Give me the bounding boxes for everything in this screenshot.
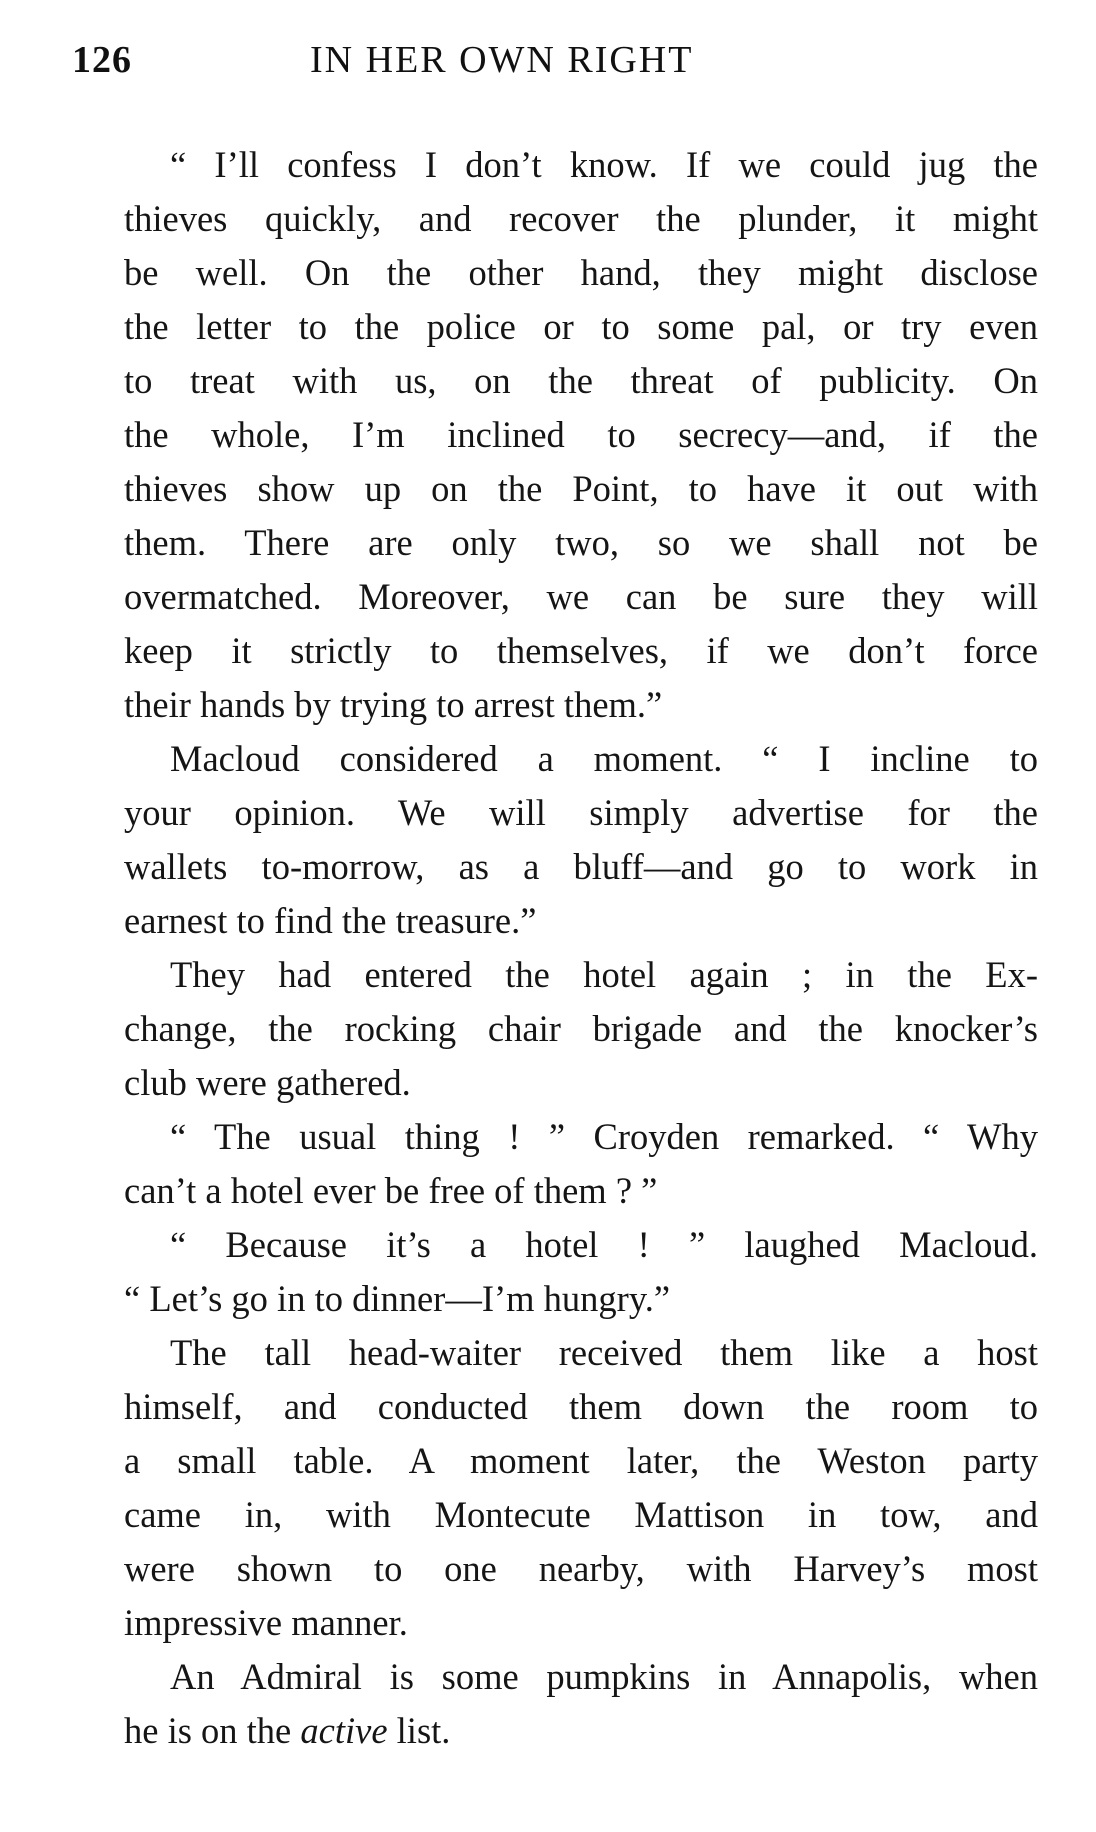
text-line: your opinion. We will simply advertise for the: [124, 792, 1038, 833]
paragraph-7: [78, 1650, 1038, 1758]
page-number: 126: [72, 39, 132, 81]
text-line: They had entered the hotel again ; in the Ex-: [170, 954, 1038, 995]
text-line-final: [78, 1704, 1038, 1758]
text-line: to treat with us, on the threat of publicity. On: [124, 360, 1038, 401]
text-line: keep it strictly to themselves, if we don’t force: [124, 630, 1038, 671]
text-line: the letter to the police or to some pal, or try even: [124, 306, 1038, 347]
text-fragment: he is on the: [124, 1710, 301, 1751]
text-line: can’t a hotel ever be free of them ? ”: [124, 1170, 658, 1211]
text-line: were shown to one nearby, with Harvey’s most: [124, 1548, 1038, 1589]
text-line: the whole, I’m inclined to secrecy—and, if the: [124, 414, 1038, 455]
text-line: “ Because it’s a hotel ! ” laughed Macloud.: [170, 1224, 1038, 1265]
text-line: “ Let’s go in to dinner—I’m hungry.”: [124, 1278, 671, 1319]
text-fragment: list.: [387, 1710, 451, 1751]
text-line: club were gathered.: [124, 1062, 411, 1103]
text-line: earnest to find the treasure.”: [124, 900, 537, 941]
text-line: “ The usual thing ! ” Croyden remarked. “ Why: [170, 1116, 1038, 1157]
text-line: a small table. A moment later, the Weston party: [124, 1440, 1038, 1481]
running-head: [72, 38, 1040, 94]
italic-emphasis: active: [300, 1710, 388, 1751]
text-line: impressive manner.: [124, 1602, 408, 1643]
paragraph-6: [78, 1326, 1038, 1650]
text-line: An Admiral is some pumpkins in Annapolis, when: [170, 1656, 1038, 1697]
text-line: came in, with Montecute Mattison in tow, and: [124, 1494, 1038, 1535]
text-line: wallets to-morrow, as a bluff—and go to work in: [124, 846, 1038, 887]
paragraph-4: [78, 1110, 1038, 1218]
text-line: thieves show up on the Point, to have it out with: [124, 468, 1038, 509]
text-line: their hands by trying to arrest them.”: [124, 684, 663, 725]
text-line: overmatched. Moreover, we can be sure they will: [124, 576, 1038, 617]
text-line: “ I’ll confess I don’t know. If we could jug the: [170, 144, 1038, 185]
text-line: himself, and conducted them down the room to: [124, 1386, 1038, 1427]
paragraph-5: [78, 1218, 1038, 1326]
text-line: The tall head-waiter received them like a host: [170, 1332, 1038, 1373]
paragraph-2: [78, 732, 1038, 948]
text-line: change, the rocking chair brigade and the knocker’s: [124, 1008, 1038, 1049]
body-text: [78, 138, 1038, 1758]
text-line: them. There are only two, so we shall not be: [124, 522, 1038, 563]
paragraph-1: [78, 138, 1038, 732]
running-title: IN HER OWN RIGHT: [310, 39, 694, 81]
text-line: be well. On the other hand, they might disclose: [124, 252, 1038, 293]
paragraph-3: [78, 948, 1038, 1110]
text-line: thieves quickly, and recover the plunder, it might: [124, 198, 1038, 239]
text-line: Macloud considered a moment. “ I incline to: [170, 738, 1038, 779]
